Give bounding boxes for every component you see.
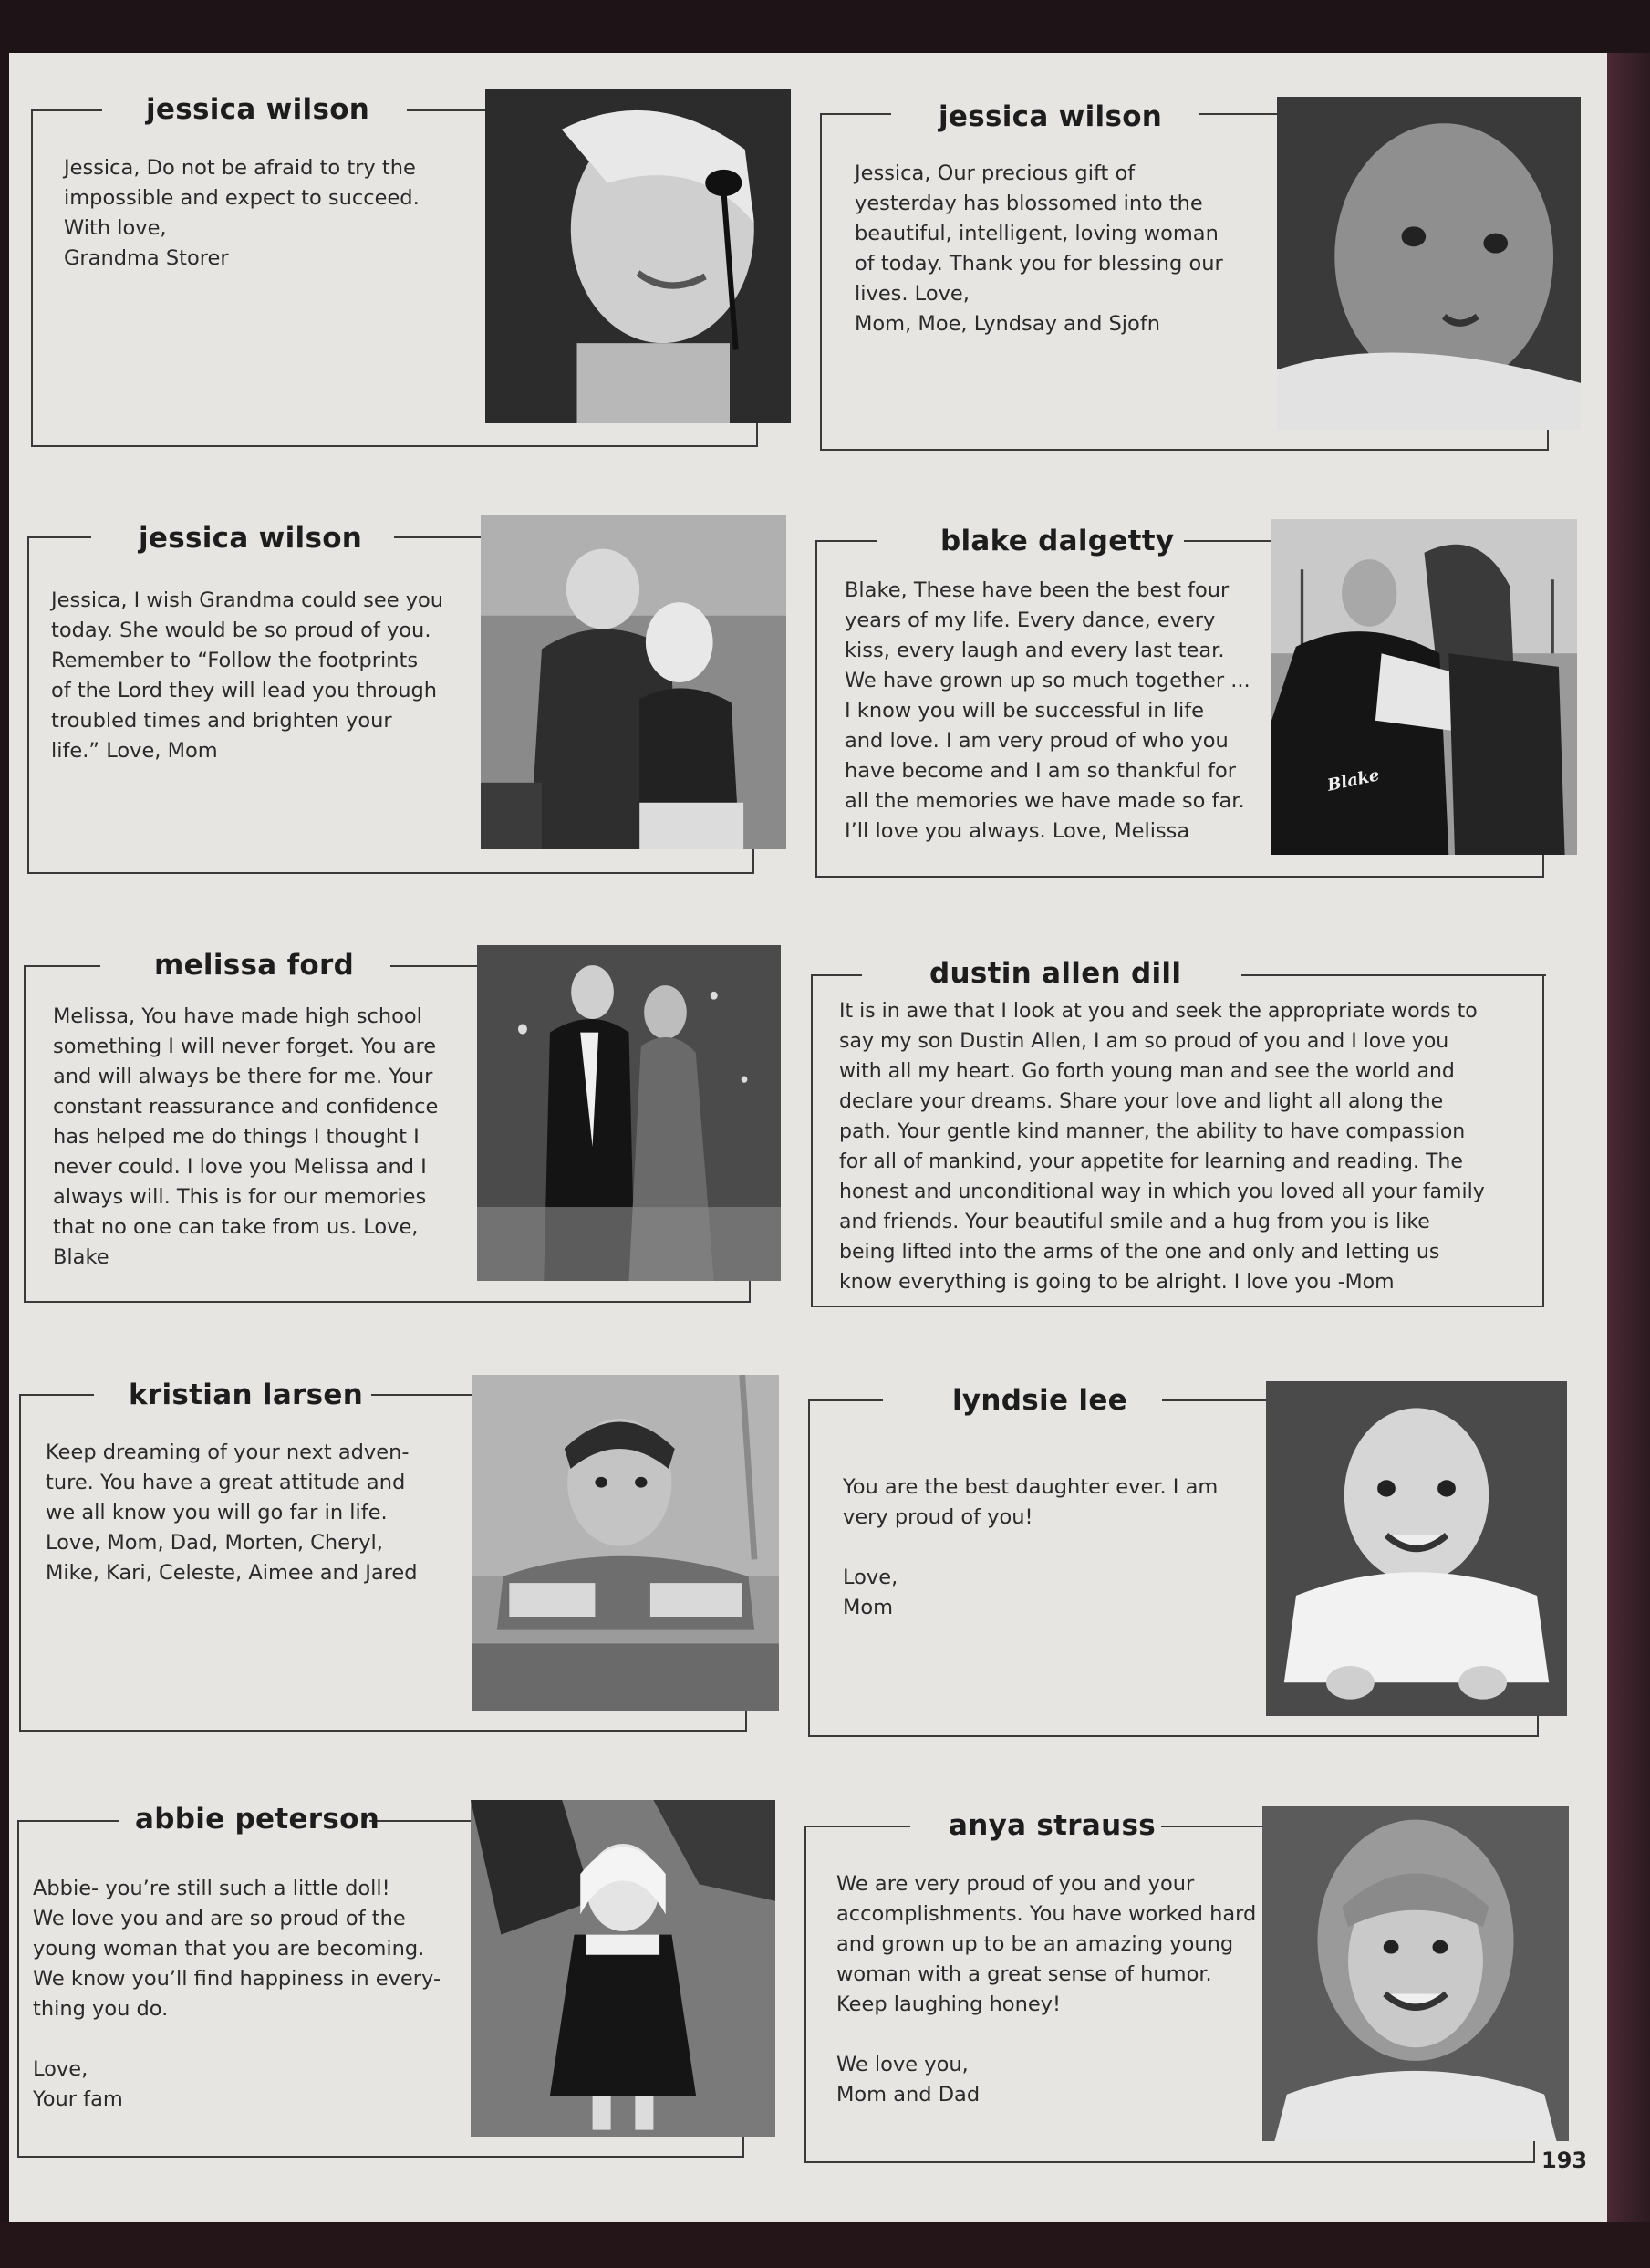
toddler-girl-dress-photo xyxy=(471,1800,775,2137)
ad-message: Keep dreaming of your next adven- ture. You have a great attitude and we all know you will go far in life. Love, Mom, Dad, Morten, Cheryl, Mike, Kari, Celeste, Aimee and Jared xyxy=(46,1441,418,1585)
ad-name: melissa ford xyxy=(154,949,355,982)
jacket-lettering: Blake xyxy=(1325,765,1382,796)
ad-name: blake dalgetty xyxy=(940,525,1175,557)
prom-couple-photo xyxy=(477,945,781,1281)
ad-name: jessica wilson xyxy=(146,93,370,126)
ad-message: Melissa, You have made high school something I will never forget. You are and will always be there for me. Your constant reassurance and confidence has helped me do things I thought I never could. I love you Melissa and I always will. This is for our memories that no one can take from us. Love, Blake xyxy=(53,1004,439,1269)
ad-name: abbie peterson xyxy=(135,1803,380,1836)
toddler-girl-smile-photo xyxy=(1262,1806,1569,2141)
ad-name: dustin allen dill xyxy=(929,957,1182,990)
ad-message: Blake, These have been the best four years of my life. Every dance, every kiss, every laugh and every last tear. We have grown up so much together ... I know you will be successful in life and love. I am very proud of who you have become and I am so thankful for all the memories we have made so far. I’ll love you always. Love, Melissa xyxy=(845,578,1250,843)
ad-name: jessica wilson xyxy=(139,522,363,555)
ad-name: anya strauss xyxy=(949,1809,1156,1842)
scan-border xyxy=(0,2222,1650,2268)
ad-message: Jessica, Our precious gift of yesterday has blossomed into the beautiful, intelligent, loving woman of today. Thank you for blessing our lives. Love, Mom, Moe, Lyndsay and Sjofn xyxy=(855,161,1223,336)
page-number: 193 xyxy=(1541,2148,1588,2173)
ad-message: Jessica, Do not be afraid to try the impossible and expect to succeed. With love, Grandma Storer xyxy=(64,156,420,270)
binding-edge xyxy=(1607,53,1650,2222)
ad-message: Abbie- you’re still such a little doll! We love you and are so proud of the young woman that you are becoming. We know you’ll find happiness in every- thing you do. Love, Your fam xyxy=(33,1877,441,2111)
ad-name: kristian larsen xyxy=(129,1378,364,1411)
ad-message: You are the best daughter ever. I am very proud of you! Love, Mom xyxy=(843,1475,1219,1619)
ad-message: We are very proud of you and your accomplishments. You have worked hard and grown up to be an amazing young woman with a great sense of humor. Keep laughing honey! We love you, Mom and Dad xyxy=(836,1872,1257,2107)
ad-message: Jessica, I wish Grandma could see you today. She would be so proud of you. Remember to “Follow the footprints of the Lord they will lead you through troubled times and brighten your life.” Love, Mom xyxy=(51,588,444,763)
grandmother-and-girl-photo xyxy=(481,515,786,849)
ad-name: jessica wilson xyxy=(939,100,1163,133)
young-boy-photo xyxy=(472,1375,779,1711)
baby-portrait-photo xyxy=(1277,97,1581,430)
smiling-baby-photo xyxy=(1266,1381,1567,1716)
ad-message: It is in awe that I look at you and seek the appropriate words to say my son Dustin Allen, I am so proud of you and I love you with all my heart. Go forth young man and see the world and declare your dreams. Share your love and light all along the path. Your gentle kind manner, the ability to have compassion for all of mankind, your appetite for learning and reading. The honest and unconditional way in which you loved all your family and friends. Your beautiful smile and a hug from you is like being lifted into the arms of the one and only and letting us know everything is going to be alright. I love you -Mom xyxy=(839,1000,1485,1294)
teen-girl-headset-photo xyxy=(485,89,791,423)
ad-name: lyndsie lee xyxy=(952,1384,1127,1417)
couple-letter-jacket-photo xyxy=(1271,519,1577,855)
